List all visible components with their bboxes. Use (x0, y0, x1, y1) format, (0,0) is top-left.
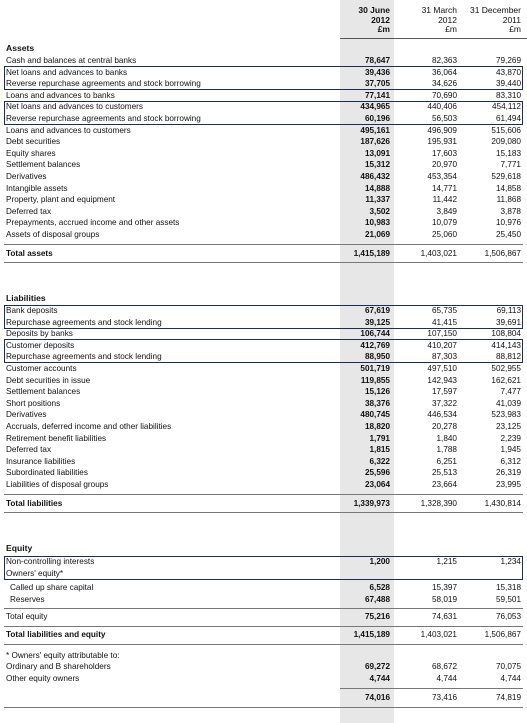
equity-total-rule (4, 608, 523, 609)
row-label: Prepayments, accrued income and other assets (6, 218, 180, 228)
value-31-december-2011: 1,430,814 (484, 498, 521, 508)
equity-row-nci (0, 556, 527, 568)
value-31-march-2012: 14,771 (431, 183, 457, 193)
value-31-march-2012: 1,788 (436, 445, 457, 455)
liabilities-row (0, 479, 527, 491)
value-30-june-2012: 412,769 (360, 340, 390, 350)
row-label: Total liabilities and equity (6, 630, 106, 639)
row-label: Deposits by banks (6, 329, 73, 339)
row-label: Reverse repurchase agreements and stock borrowing (6, 79, 201, 89)
value-31-march-2012: 497,510 (427, 364, 457, 373)
assets-row (0, 101, 527, 113)
assets-row (0, 194, 527, 206)
value-30-june-2012: 75,216 (364, 612, 390, 622)
column-header-31-december-2011: 31 December 2011 £m (469, 5, 521, 34)
value-31-march-2012: 25,513 (431, 468, 457, 478)
value-31-march-2012: 195,931 (427, 137, 457, 147)
value-31-december-2011: 6,312 (500, 456, 521, 466)
row-label: Property, plant and equipment (6, 195, 116, 205)
value-31-december-2011: 41,039 (495, 398, 521, 408)
value-31-march-2012: 70,690 (431, 90, 457, 100)
assets-row (0, 78, 527, 90)
value-31-december-2011: 523,983 (491, 410, 521, 420)
value-31-december-2011: 15,183 (495, 148, 521, 158)
value-30-june-2012: 480,745 (360, 410, 390, 420)
value-31-march-2012: 1,403,021 (420, 248, 457, 258)
value-31-december-2011: 15,318 (495, 583, 521, 593)
footnote-total-rule (340, 688, 523, 689)
row-label: Settlement balances (6, 387, 81, 397)
value-31-december-2011: 7,477 (500, 387, 521, 397)
value-31-march-2012: 440,406 (427, 102, 457, 112)
value-30-june-2012: 3,502 (369, 206, 390, 216)
value-31-december-2011: 2,239 (500, 433, 521, 443)
value-30-june-2012: 106,744 (360, 329, 390, 339)
row-label: Short positions (6, 398, 61, 408)
row-label: Net loans and advances to banks (6, 67, 128, 77)
liabilities-end-rule (4, 512, 523, 513)
liabilities-row (0, 375, 527, 387)
value-31-december-2011: 529,618 (491, 172, 521, 181)
value-30-june-2012: 39,125 (364, 317, 390, 327)
value-30-june-2012: 1,415,189 (353, 248, 390, 258)
value-30-june-2012: 23,064 (364, 480, 390, 489)
value-31-march-2012: 107,150 (427, 329, 457, 339)
assets-row (0, 125, 527, 137)
row-label: Total assets (6, 248, 53, 258)
value-31-december-2011: 454,112 (492, 102, 521, 112)
liabilities-row (0, 351, 527, 363)
value-30-june-2012: 74,016 (364, 693, 390, 703)
value-30-june-2012: 486,432 (360, 172, 390, 181)
liabilities-row (0, 421, 527, 433)
value-31-march-2012: 36,064 (431, 67, 457, 77)
value-31-march-2012: 6,251 (436, 456, 457, 466)
value-30-june-2012: 39,436 (364, 67, 390, 77)
value-31-december-2011: 209,080 (491, 137, 521, 147)
liabilities-row (0, 363, 527, 375)
value-31-december-2011: 23,125 (495, 422, 521, 431)
assets-row (0, 90, 527, 102)
value-31-december-2011: 1,506,867 (484, 248, 521, 258)
row-label: * Owners' equity attributable to: (6, 650, 120, 660)
header-rule (340, 38, 527, 39)
column-header-31-march-2012: 31 March 2012 £m (421, 5, 457, 34)
total-liab-equity-end-rule (4, 644, 523, 645)
assets-row (0, 229, 527, 241)
value-31-december-2011: 11,868 (496, 195, 521, 205)
value-31-march-2012: 446,534 (427, 410, 457, 420)
row-label: Total equity (6, 612, 48, 622)
value-31-december-2011: 25,450 (495, 230, 521, 239)
value-31-december-2011: 43,870 (495, 67, 521, 77)
value-30-june-2012: 77,141 (364, 90, 390, 100)
total-liabilities-row (0, 498, 527, 510)
value-31-march-2012: 15,397 (431, 583, 457, 593)
section-title-equity: Equity (6, 543, 33, 553)
column-header-30-june-2012: 30 June 2012 £m (358, 5, 390, 34)
value-31-march-2012: 23,664 (431, 480, 457, 489)
total-equity-end-rule (4, 626, 523, 627)
row-label: Owners' equity* (6, 568, 64, 578)
value-31-december-2011: 79,269 (495, 56, 521, 65)
row-label: Repurchase agreements and stock lending (6, 352, 162, 362)
value-30-june-2012: 6,528 (369, 583, 390, 593)
value-31-december-2011: 515,606 (491, 125, 521, 135)
value-31-december-2011: 162,621 (491, 375, 521, 385)
value-31-march-2012: 17,597 (431, 387, 457, 397)
value-31-march-2012: 34,626 (431, 79, 457, 89)
value-31-december-2011: 23,995 (495, 480, 521, 489)
value-31-december-2011: 26,319 (495, 468, 521, 478)
footnote-total-row (0, 692, 527, 704)
value-30-june-2012: 6,322 (369, 456, 390, 466)
row-label: Equity shares (6, 148, 56, 158)
row-label: Insurance liabilities (6, 456, 76, 466)
row-label: Customer deposits (6, 340, 75, 350)
value-30-june-2012: 4,744 (369, 673, 390, 683)
value-31-march-2012: 1,215 (436, 557, 457, 566)
value-30-june-2012: 1,339,973 (353, 498, 390, 508)
value-31-march-2012: 37,322 (431, 398, 457, 408)
assets-row (0, 206, 527, 218)
value-30-june-2012: 11,337 (365, 195, 390, 205)
value-31-december-2011: 1,506,867 (484, 630, 521, 639)
value-31-march-2012: 496,909 (427, 125, 457, 135)
assets-row (0, 217, 527, 229)
value-31-march-2012: 453,354 (427, 172, 457, 181)
row-label: Derivatives (6, 172, 47, 181)
value-31-march-2012: 20,970 (431, 160, 457, 170)
row-label: Intangible assets (6, 183, 68, 193)
liabilities-row (0, 386, 527, 398)
total-assets-row (0, 248, 527, 260)
value-31-december-2011: 61,494 (495, 114, 521, 123)
assets-row (0, 67, 527, 79)
value-30-june-2012: 13,091 (364, 148, 390, 158)
value-31-march-2012: 1,840 (436, 433, 457, 443)
row-label: Repurchase agreements and stock lending (6, 317, 162, 327)
value-30-june-2012: 60,196 (364, 114, 390, 123)
equity-row-share-capital (0, 582, 527, 594)
value-31-march-2012: 73,416 (431, 693, 457, 703)
row-label: Accruals, deferred income and other liabilities (6, 422, 172, 431)
value-30-june-2012: 119,855 (360, 375, 390, 385)
footnote-row-other (0, 673, 527, 685)
value-31-march-2012: 11,442 (432, 195, 457, 205)
footnote-end-rule (4, 707, 523, 708)
row-label: Liabilities of disposal groups (6, 480, 109, 489)
value-30-june-2012: 18,820 (364, 422, 390, 431)
value-31-march-2012: 410,207 (427, 340, 457, 350)
liabilities-total-rule (4, 494, 523, 495)
row-label: Assets of disposal groups (6, 230, 100, 239)
value-31-december-2011: 88,812 (495, 352, 521, 362)
row-label: Settlement balances (6, 160, 81, 170)
value-31-december-2011: 39,440 (495, 79, 521, 89)
value-30-june-2012: 10,983 (364, 218, 390, 228)
value-31-december-2011: 108,804 (491, 329, 521, 339)
row-label: Subordinated liabilities (6, 468, 88, 478)
value-30-june-2012: 15,312 (364, 160, 390, 170)
value-31-march-2012: 3,849 (436, 206, 457, 216)
row-label: Reserves (10, 594, 45, 604)
value-31-march-2012: 17,603 (431, 148, 457, 158)
row-label: Reverse repurchase agreements and stock borrowing (6, 114, 201, 123)
value-31-december-2011: 502,955 (491, 364, 521, 373)
value-31-march-2012: 1,328,390 (420, 498, 457, 508)
value-30-june-2012: 88,950 (364, 352, 390, 362)
value-31-december-2011: 414,143 (491, 340, 521, 350)
row-label: Net loans and advances to customers (6, 102, 143, 112)
row-label: Loans and advances to banks (6, 90, 115, 100)
value-31-march-2012: 1,403,021 (420, 630, 457, 639)
liabilities-row (0, 340, 527, 352)
total-equity-row (0, 611, 527, 623)
value-31-march-2012: 58,019 (431, 594, 457, 604)
value-31-december-2011: 3,878 (500, 206, 521, 216)
value-31-december-2011: 69,113 (496, 306, 521, 315)
row-label: Deferred tax (6, 206, 52, 216)
value-31-march-2012: 25,060 (431, 230, 457, 239)
row-label: Bank deposits (6, 306, 58, 315)
value-31-december-2011: 1,234 (500, 557, 521, 566)
value-30-june-2012: 495,161 (360, 125, 390, 135)
value-30-june-2012: 14,888 (364, 183, 390, 193)
row-label: Deferred tax (6, 445, 52, 455)
value-31-december-2011: 83,310 (495, 90, 521, 100)
value-31-march-2012: 41,415 (431, 317, 457, 327)
row-label: Debt securities in issue (6, 375, 91, 385)
liabilities-row (0, 409, 527, 421)
footnote-title (0, 650, 527, 662)
value-30-june-2012: 21,069 (364, 230, 390, 239)
value-30-june-2012: 67,619 (364, 306, 390, 315)
value-31-december-2011: 10,976 (495, 218, 521, 228)
value-30-june-2012: 37,705 (364, 79, 390, 89)
value-31-march-2012: 68,672 (431, 662, 457, 672)
value-30-june-2012: 1,815 (369, 445, 390, 455)
value-31-december-2011: 1,945 (500, 445, 521, 455)
liabilities-row (0, 305, 527, 317)
value-31-december-2011: 4,744 (500, 673, 521, 683)
row-label: Derivatives (6, 410, 47, 420)
row-label: Called up share capital (10, 583, 94, 593)
value-31-march-2012: 74,631 (431, 612, 457, 622)
row-label: Total liabilities (6, 498, 63, 508)
value-31-march-2012: 87,303 (431, 352, 457, 362)
liabilities-row (0, 456, 527, 468)
assets-row (0, 55, 527, 67)
value-30-june-2012: 501,719 (360, 364, 390, 373)
value-30-june-2012: 1,415,189 (353, 630, 390, 639)
row-label: Debt securities (6, 137, 61, 147)
value-30-june-2012: 25,596 (364, 468, 390, 478)
value-31-march-2012: 82,363 (431, 56, 457, 65)
liabilities-row (0, 328, 527, 340)
value-31-december-2011: 14,858 (495, 183, 521, 193)
value-30-june-2012: 15,126 (364, 387, 390, 397)
footnote-row-ordinary (0, 661, 527, 673)
value-30-june-2012: 67,488 (364, 594, 390, 604)
row-label: Loans and advances to customers (6, 125, 131, 135)
value-31-march-2012: 142,943 (427, 375, 457, 385)
row-label: Customer accounts (6, 364, 77, 373)
value-31-december-2011: 7,771 (500, 160, 521, 170)
value-30-june-2012: 1,200 (369, 557, 390, 566)
value-30-june-2012: 78,647 (364, 56, 390, 65)
assets-total-rule (4, 244, 523, 245)
value-31-december-2011: 76,053 (495, 612, 521, 622)
value-30-june-2012: 69,272 (364, 662, 390, 672)
liabilities-row (0, 398, 527, 410)
row-label: Ordinary and B shareholders (6, 662, 111, 672)
row-label: Retirement benefit liabilities (6, 433, 107, 443)
assets-end-rule (4, 262, 523, 263)
assets-row (0, 148, 527, 160)
equity-row-owners-equity (0, 568, 527, 580)
assets-row (0, 159, 527, 171)
value-31-march-2012: 20,278 (431, 422, 457, 431)
value-31-december-2011: 39,691 (495, 317, 521, 327)
value-30-june-2012: 434,965 (360, 102, 390, 112)
liabilities-row (0, 467, 527, 479)
value-31-march-2012: 10,079 (431, 218, 457, 228)
row-label: Other equity owners (6, 673, 80, 683)
liabilities-row (0, 317, 527, 329)
assets-row (0, 171, 527, 183)
value-30-june-2012: 38,376 (364, 398, 390, 408)
section-title-liabilities: Liabilities (6, 293, 46, 303)
value-31-december-2011: 70,075 (495, 662, 521, 672)
value-31-march-2012: 56,503 (431, 114, 457, 123)
row-label: Cash and balances at central banks (6, 56, 137, 65)
row-label: Non-controlling interests (6, 557, 95, 566)
liabilities-row (0, 433, 527, 445)
value-31-march-2012: 65,735 (431, 306, 457, 315)
value-31-december-2011: 74,819 (495, 693, 521, 703)
total-liabilities-and-equity-row (0, 629, 527, 641)
section-title-assets: Assets (6, 43, 35, 53)
liabilities-row (0, 444, 527, 456)
assets-row (0, 136, 527, 148)
value-30-june-2012: 1,791 (369, 433, 390, 443)
assets-row (0, 113, 527, 125)
assets-row (0, 183, 527, 195)
value-30-june-2012: 187,626 (360, 137, 390, 147)
equity-row-reserves (0, 594, 527, 606)
value-31-december-2011: 59,501 (495, 594, 521, 604)
value-31-march-2012: 4,744 (436, 673, 457, 683)
